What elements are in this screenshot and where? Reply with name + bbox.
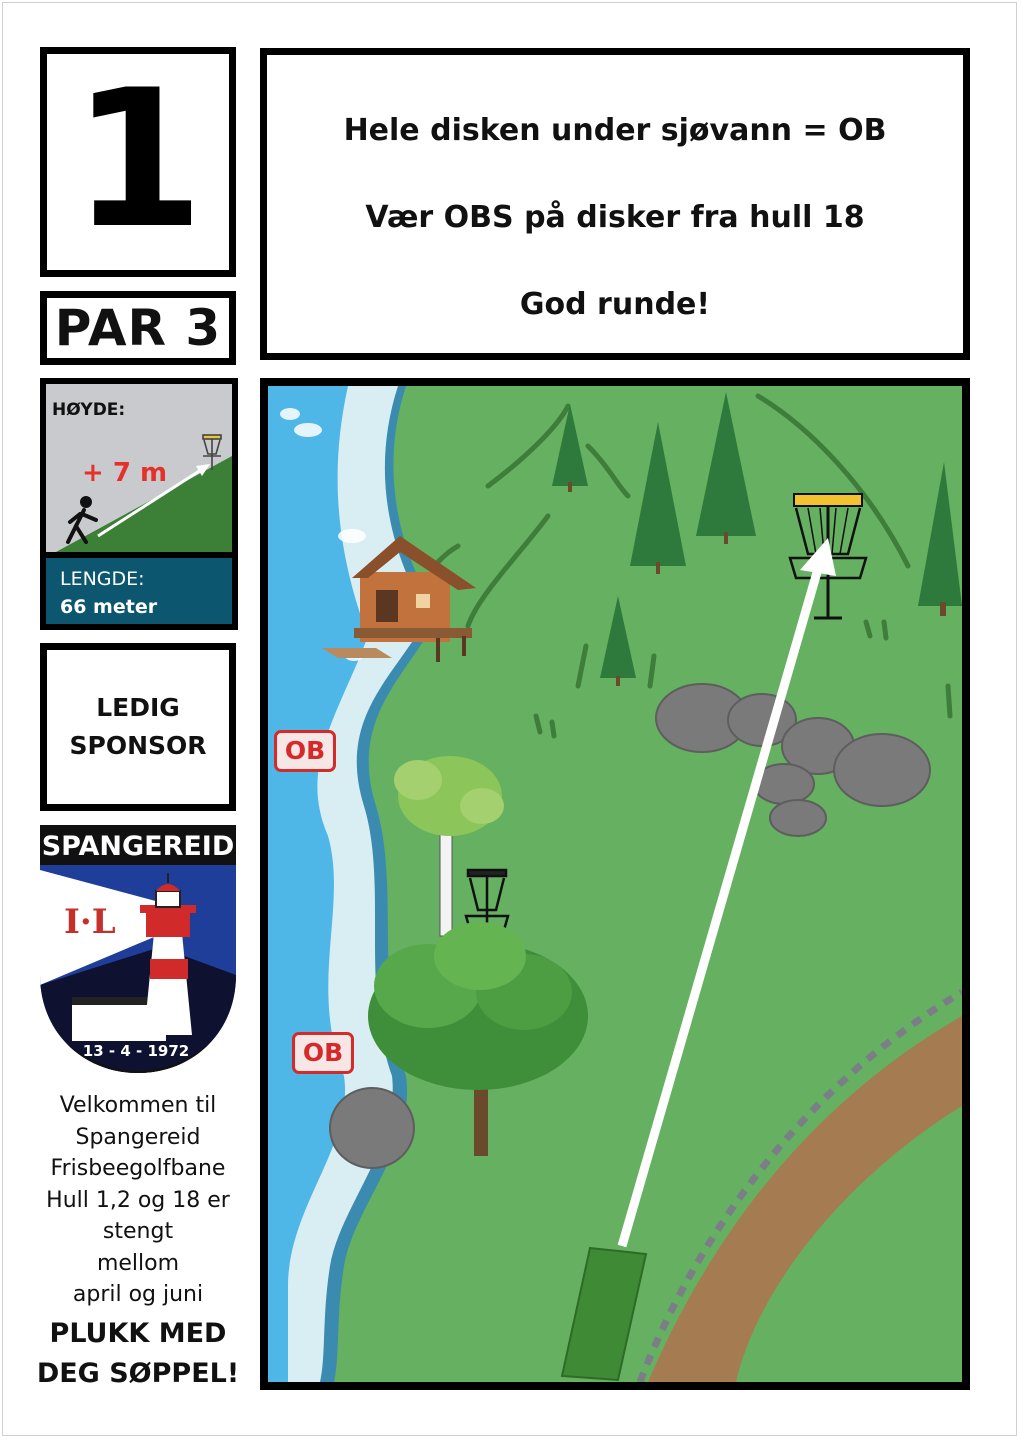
sponsor-line-1: LEDIG [96,693,180,722]
ob-marker: OB [292,1032,354,1074]
pickup-line-1: PLUKK MED [49,1318,227,1349]
notice-box [260,48,970,360]
welcome-line: Frisbeegolfbane [50,1156,226,1181]
club-logo [40,825,236,1075]
welcome-line: mellom [96,1250,180,1276]
welcome-line: Spangereid [75,1124,201,1150]
length-label: LENGDE: [60,568,145,590]
club-founded: 13 - 4 - 1972 [82,1042,190,1060]
welcome-line: Hull 1,2 og 18 er [46,1187,230,1213]
welcome-line: april og juni [72,1282,204,1307]
welcome-text [22,1090,254,1311]
par-box [40,291,236,365]
ob-marker: OB [274,730,336,772]
sponsor-line-2: SPONSOR [69,731,207,760]
elevation-value: + 7 m [82,458,168,488]
sponsor-box [40,643,236,811]
notice-ob-rule: Hele disken under sjøvann = OB [343,113,887,148]
pickup-line-2: DEG SØPPEL! [36,1358,240,1389]
club-name: SPANGEREID [41,831,235,862]
notice-hole-18-warning: Vær OBS på disker fra hull 18 [365,200,865,235]
par-label: PAR 3 [54,299,222,357]
elevation-label: HØYDE: [52,400,126,420]
club-initials: I·L [64,902,116,942]
elevation-box [40,378,238,630]
length-panel [46,552,232,624]
hole-number-box [40,47,236,277]
welcome-line: Velkommen til [59,1093,217,1118]
notice-greeting: God runde! [519,287,711,322]
hole-number: 1 [71,49,205,270]
pickup-litter-text [20,1314,256,1394]
welcome-line: stengt [102,1219,174,1244]
hole-map [260,378,970,1390]
length-value: 66 meter [60,596,158,618]
